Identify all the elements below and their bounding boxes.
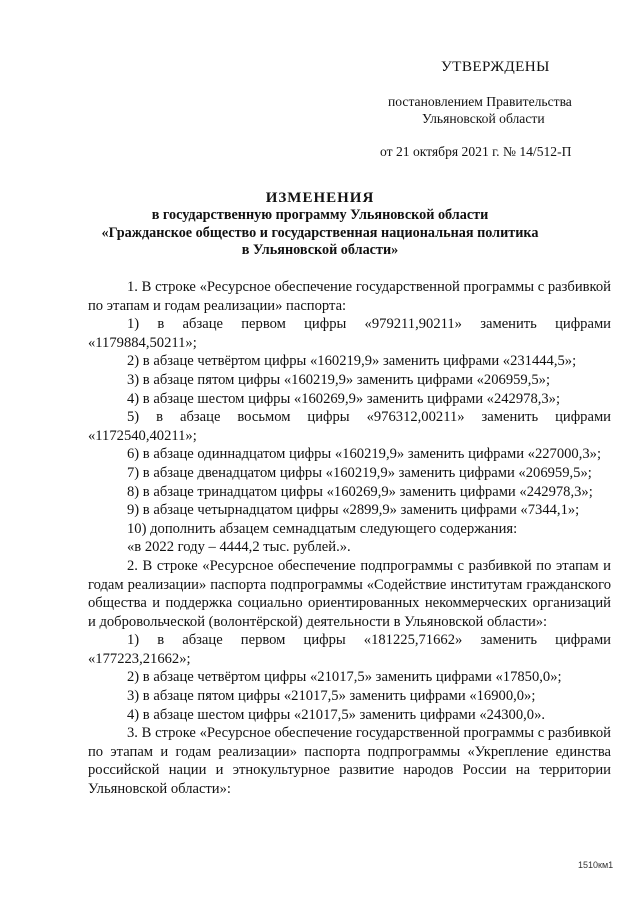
document-heading [90,190,550,260]
approval-title: УТВЕРЖДЕНЫ [441,58,550,75]
approval-line-2: Ульяновской области [422,111,545,126]
paragraph-1-4: 4) в абзаце шестом цифры «160269,9» заменить цифрами «242978,3»; [127,390,561,407]
paragraph-1: 1. В строке «Ресурсное обеспечение государственной программы с разбивкой по этапам и годам реализации» паспорта: [88,279,611,314]
paragraph-2-4: 4) в абзаце шестом цифры «21017,5» заменить цифрами «24300,0». [127,706,546,723]
paragraph-1-2: 2) в абзаце четвёртом цифры «160219,9» заменить цифрами «231444,5»; [127,353,577,370]
paragraph-1-6: 6) в абзаце одиннадцатом цифры «160219,9» заменить цифрами «227000,3»; [127,446,602,463]
heading-line-3: «Гражданское общество и государственная национальная политика [101,224,539,241]
approval-line-1: постановлением Правительства [388,94,572,109]
document-body [88,278,611,799]
paragraph-1-7: 7) в абзаце двенадцатом цифры «160219,9» заменить цифрами «206959,5»; [127,464,592,481]
heading-line-4: в Ульяновской области» [241,242,399,259]
paragraph-2-3: 3) в абзаце пятом цифры «21017,5» заменить цифрами «16900,0»; [127,688,536,705]
paragraph-3: 3. В строке «Ресурсное обеспечение государственной программы с разбивкой по этапам и годам реализации» паспорта подпрограммы «Укрепление единства российской нации и этнокультурное развитие народов России на территории Ульяновской области»: [88,725,611,798]
heading-title: ИЗМЕНЕНИЯ [265,190,375,206]
paragraph-1-5: 5) в абзаце восьмом цифры «976312,00211» заменить цифрами «1172540,40211»; [88,409,611,444]
footer-code: 1510км1 [578,860,614,870]
paragraph-1-1: 1) в абзаце первом цифры «979211,90211» заменить цифрами «1179884,50211»; [88,316,611,351]
paragraph-2-1: 1) в абзаце первом цифры «181225,71662» заменить цифрами «177223,21662»; [88,632,611,667]
paragraph-2: 2. В строке «Ресурсное обеспечение подпрограммы с разбивкой по этапам и годам реализации» паспорта подпрограммы «Содействие институтам гражданского общества и поддержка социально ориентированных некоммерческих организаций и добровольческой (волонтёрской) деятельности в Ульяновской области»: [88,557,611,630]
paragraph-1-9: 9) в абзаце четырнадцатом цифры «2899,9» заменить цифрами «7344,1»; [127,502,580,519]
paragraph-2-2: 2) в абзаце четвёртом цифры «21017,5» заменить цифрами «17850,0»; [127,669,562,686]
paragraph-1-3: 3) в абзаце пятом цифры «160219,9» заменить цифрами «206959,5»; [127,371,551,388]
approval-date-number: от 21 октября 2021 г. № 14/512-П [380,144,572,159]
paragraph-1-8: 8) в абзаце тринадцатом цифры «160269,9» заменить цифрами «242978,3»; [127,483,593,500]
paragraph-1-10-quote: «в 2022 году – 4444,2 тыс. рублей.». [127,539,351,556]
heading-line-2: в государственную программу Ульяновской области [151,207,489,224]
paragraph-1-10: 10) дополнить абзацем семнадцатым следующего содержания: [127,520,518,537]
